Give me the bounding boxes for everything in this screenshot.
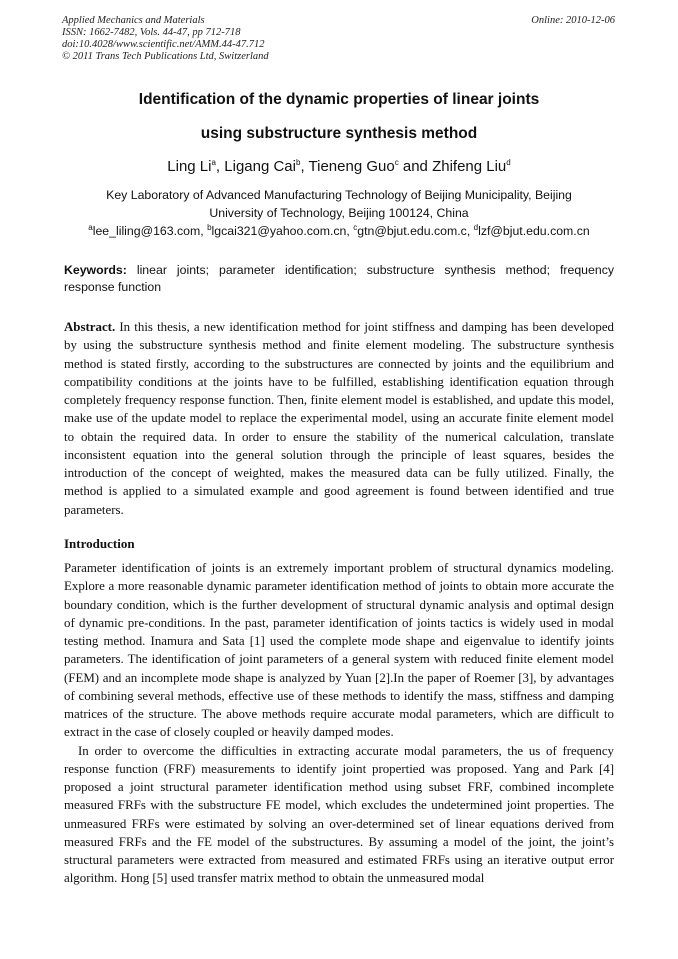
introduction-paragraph-1: Parameter identification of joints is an extremely important problem of structural dynamics modeling. Explore a more reasonable dynamic parameter identification method of joints to obtain more accurate the boundary condition, which is the further development of structural dynamic analysis and optimal design of dynamic pre-conditions. In the past, parameter identification of joints tactics is widely used in modal testing method. Inamura and Sata [1] used the complete mode shape and eigenvalue to identify joints parameters. The identification of joint parameters of a general system with reduced finite element model (FEM) and an incomplete mode shape is analyzed by Yuan [2].In the paper of Roemer [3], by advantages of combining several methods, effective use of these methods to identify the mass, stiffness and damping matrices of the structure. The above methods require accurate modal parameters, which are difficult to extract in the case of closely coupled or heavily damped modes. xyxy=(64,561,614,740)
author-name: Zhifeng Liu xyxy=(432,158,507,175)
author-list xyxy=(0,158,678,175)
journal-name: Applied Mechanics and Materials xyxy=(62,15,205,26)
paper-title-line-1: Identification of the dynamic properties of linear joints xyxy=(138,91,540,108)
introduction-body xyxy=(64,559,614,888)
author-separator: , xyxy=(215,158,225,175)
abstract-label: Abstract. xyxy=(64,320,116,334)
journal-header xyxy=(62,15,269,63)
paper-title-line-2: using substructure synthesis method xyxy=(200,125,478,142)
keywords-label: Keywords: xyxy=(64,263,127,277)
email-address: lee_liling@163.com xyxy=(92,224,201,238)
keywords-block xyxy=(64,262,614,296)
author-name: Ling Li xyxy=(167,158,212,175)
author-name: Tieneng Guo xyxy=(308,158,395,175)
abstract-text: In this thesis, a new identification method for joint stiffness and damping has been developed by using the substructure synthesis method and finite element modeling. The substructure synthesis method is stated firstly, according to the substructures are connected by joints and the equilibrium and compatibility conditions at the joints have to be fulfilled, establishing identification equation through completely frequency response function. Then, finite element model is established, and update this model, make use of the update model to replace the experimental model, using an accurate finite element model to obtain the required data. In order to ensure the stability of the numerical calculation, translate inconsistent equation into the general solution through the principle of least squares, besides the introduction of the concept of weighted, makes the measured data can be fully utilized. Finally, the method is applied to a simulated example and good agreement is found between identified and true parameters. xyxy=(64,320,614,517)
affiliation-line-1: Key Laboratory of Advanced Manufacturing Technology of Beijing Municipality, Beijing xyxy=(106,188,572,202)
author-affiliation-mark: d xyxy=(506,158,511,167)
email-affiliation-mark: d xyxy=(473,222,479,232)
author-separator: and xyxy=(398,158,433,175)
email-separator: , xyxy=(346,224,354,238)
keywords-text: linear joints; parameter identification; substructure synthesis method; frequency response function xyxy=(64,263,614,294)
issn-line: ISSN: 1662-7482, Vols. 44-47, pp 712-718 xyxy=(62,27,241,38)
author-affiliation-mark: a xyxy=(211,158,216,167)
doi-line: doi:10.4028/www.scientific.net/AMM.44-47.712 xyxy=(62,39,265,50)
author-separator: , xyxy=(300,158,309,175)
online-date: Online: 2010-12-06 xyxy=(531,15,615,26)
author-emails xyxy=(0,224,678,238)
email-affiliation-mark: b xyxy=(207,222,212,232)
introduction-paragraph-2: In order to overcome the difficulties in extracting accurate modal parameters, the us of frequency response function (FRF) measurements to identify joint propertied was proposed. Yang and Park [4] proposed a joint structural parameter identification method using subset FRF, combined incomplete measured FRFs with the substructure FE model, which excludes the undetermined joint properties. The unmeasured FRFs were estimated by solving an over-determined set of linear equations derived from measured FRFs and the FE model of the substructures. By assuming a model of the joint, the joint’s structural parameters were extracted from measured and estimated FRFs using an iterative output error algorithm. Hong [5] used transfer matrix method to obtain the unmeasured modal xyxy=(64,743,614,886)
copyright-line: © 2011 Trans Tech Publications Ltd, Switzerland xyxy=(62,51,269,62)
abstract-block xyxy=(64,318,614,519)
introduction-heading: Introduction xyxy=(64,536,135,551)
author-affiliation-mark: c xyxy=(394,158,399,167)
email-separator: , xyxy=(200,224,208,238)
affiliation-line-2: University of Technology, Beijing 100124, China xyxy=(209,206,469,220)
author-affiliation-mark: b xyxy=(295,158,301,167)
email-address: lzf@bjut.edu.com.cn xyxy=(478,224,590,238)
email-address: gtn@bjut.edu.com.c xyxy=(357,224,467,238)
email-address: lgcai321@yahoo.com.cn xyxy=(211,224,347,238)
email-separator: , xyxy=(466,224,474,238)
email-affiliation-mark: c xyxy=(353,222,358,232)
author-name: Ligang Cai xyxy=(224,158,296,175)
email-affiliation-mark: a xyxy=(88,222,93,232)
